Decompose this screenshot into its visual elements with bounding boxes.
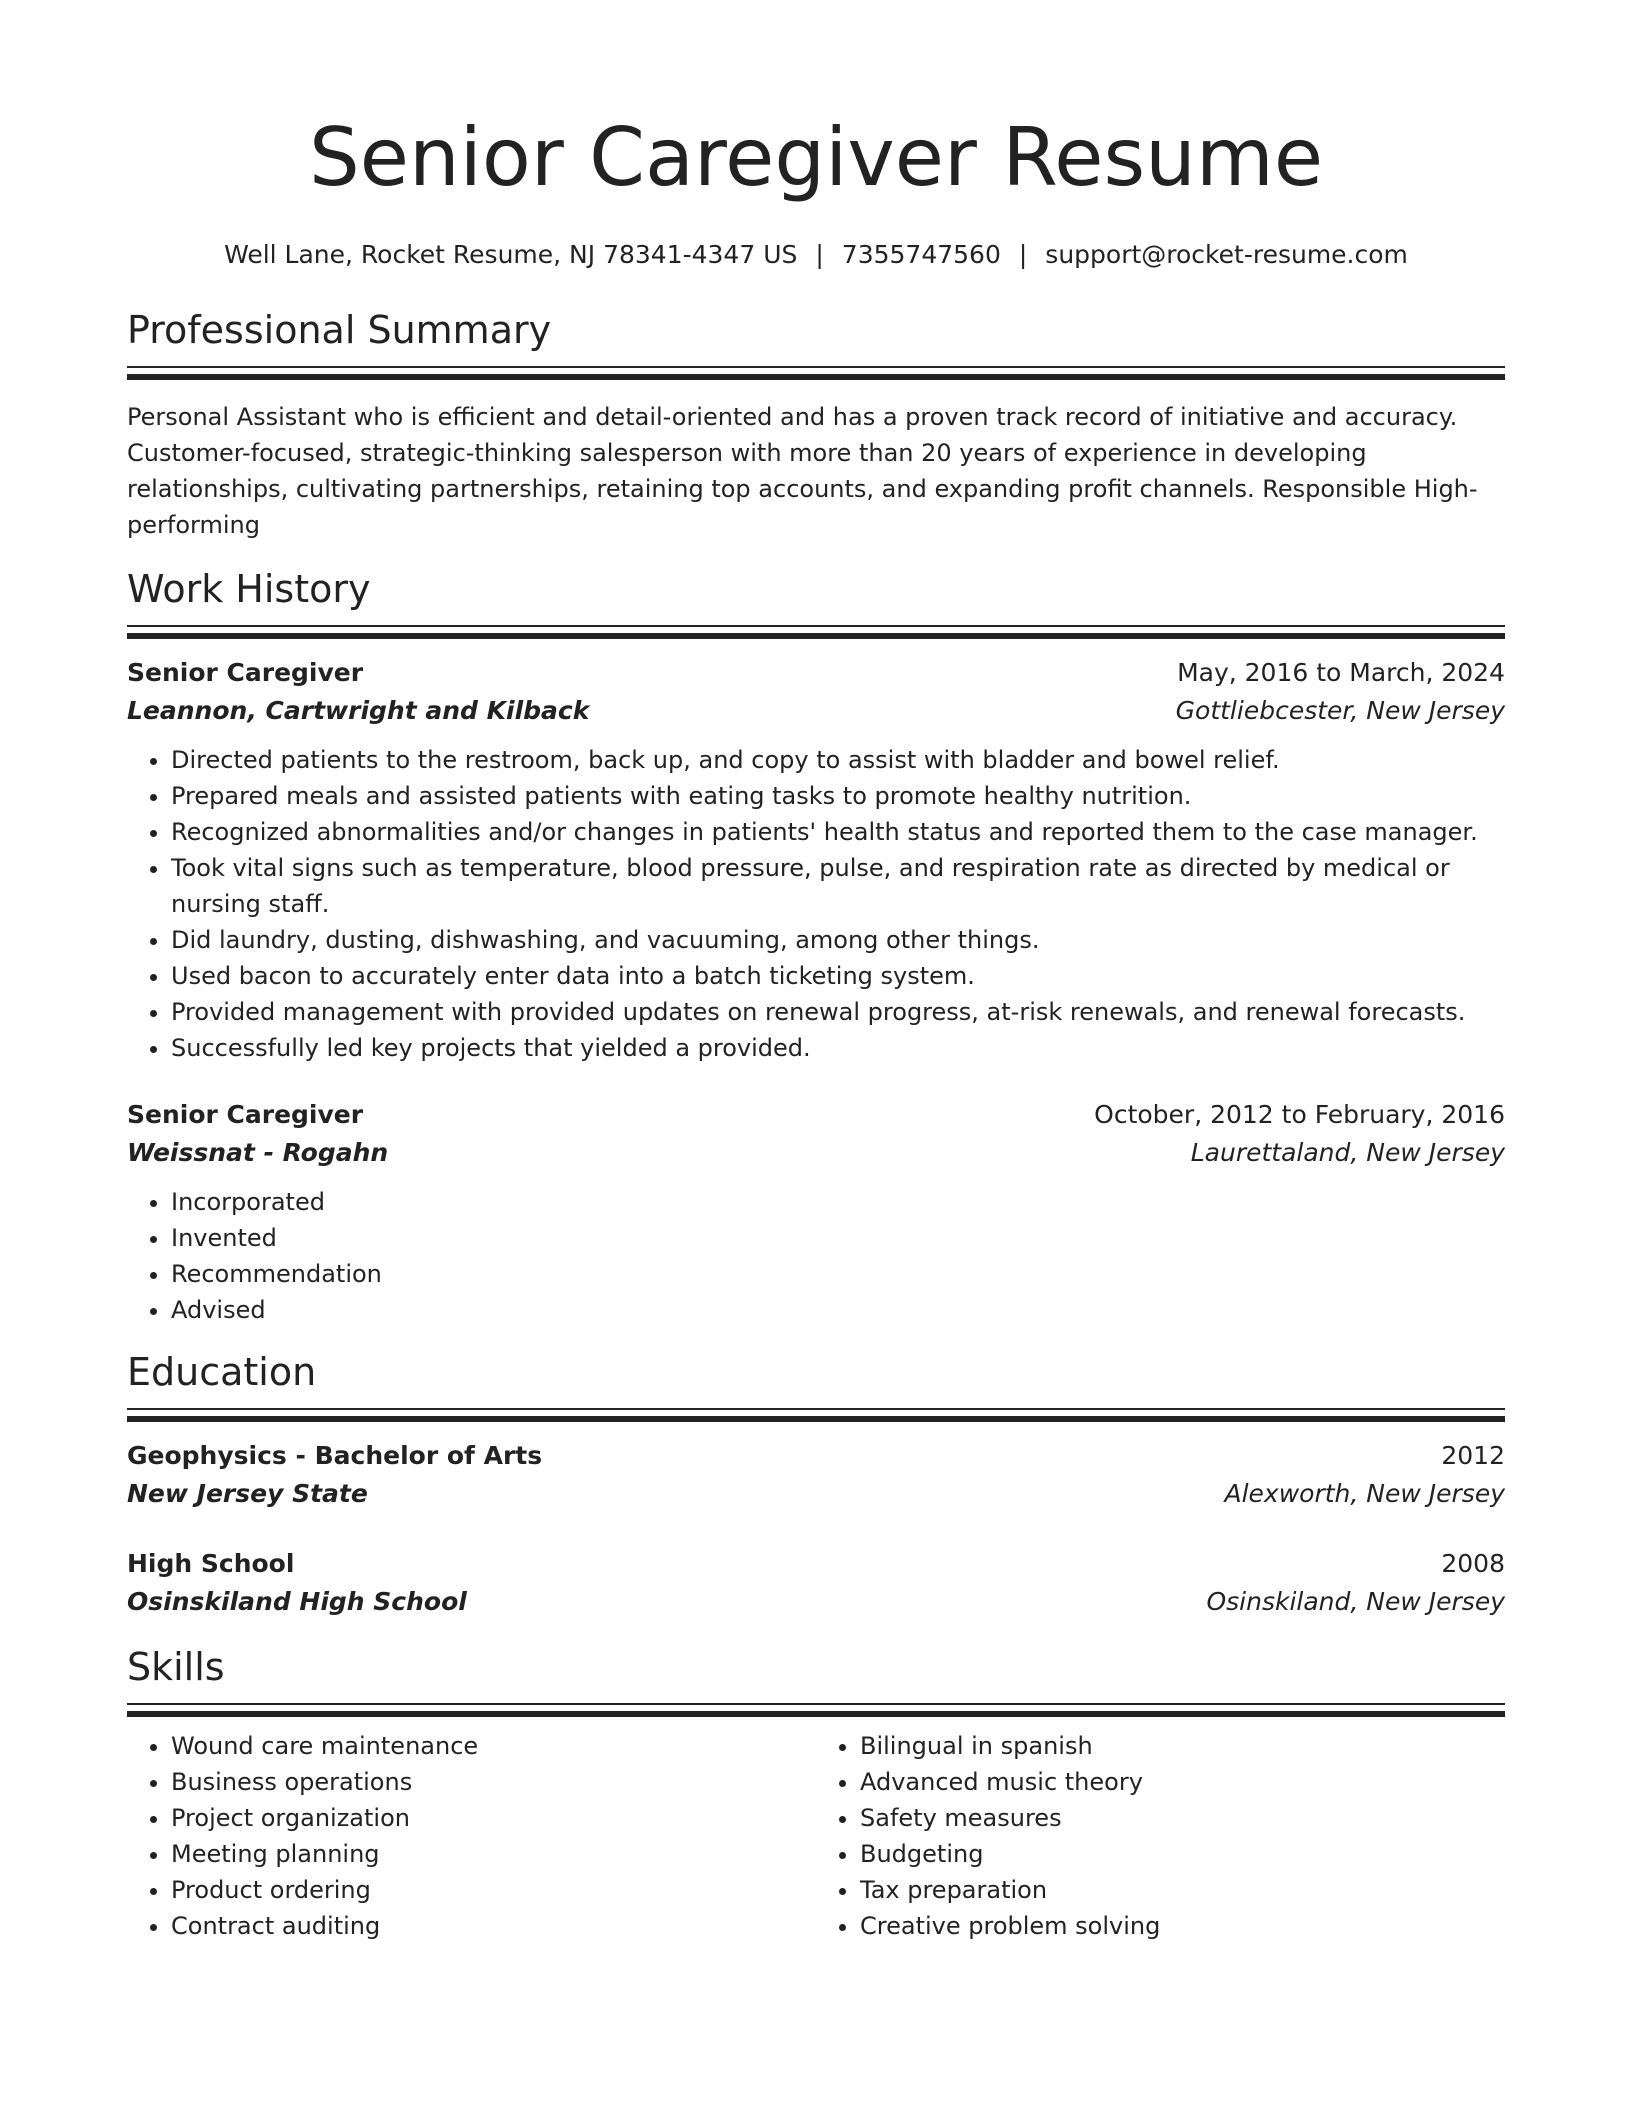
list-item: • Business operations [171,1764,816,1800]
education-entry [127,1545,1505,1621]
education-section [127,1350,1505,1621]
skills-heading: Skills [127,1645,225,1689]
work-heading: Work History [127,567,371,611]
list-item: • Used bacon to accurately enter data into a batch ticketing system. [171,958,1505,994]
job-location: Laurettaland, New Jersey [1190,1138,1505,1167]
contact-address: Well Lane, Rocket Resume, NJ 78341-4347 US [224,240,798,269]
list-item: • Budgeting [860,1836,1505,1872]
education-school-row [127,1475,1505,1513]
resume-title: Senior Caregiver Resume [308,111,1324,204]
list-item: • Recognized abnormalities and/or changes in patients' health status and reported them to the case manager. [171,814,1505,850]
list-item: • Product ordering [171,1872,816,1908]
job-entry [127,654,1505,1066]
education-entry [127,1437,1505,1513]
list-item: • Bilingual in spanish [860,1728,1505,1764]
list-item: • Meeting planning [171,1836,816,1872]
education-year: 2012 [1441,1441,1505,1470]
job-duties-list [127,742,1505,1066]
job-title: Senior Caregiver [127,658,364,687]
list-item: • Safety measures [860,1800,1505,1836]
job-header-row [127,1096,1505,1134]
list-item: • Contract auditing [171,1908,816,1944]
job-location: Gottliebcester, New Jersey [1175,696,1505,725]
list-item: • Took vital signs such as temperature, blood pressure, pulse, and respiration rate as directed by medical or nursing staff. [171,850,1505,922]
list-item: • Advanced music theory [860,1764,1505,1800]
list-item: • Wound care maintenance [171,1728,816,1764]
skills-section [127,1645,1505,1944]
list-item: • Project organization [171,1800,816,1836]
job-duties-list [127,1184,1505,1328]
section-divider [127,1408,1505,1419]
summary-heading: Professional Summary [127,308,552,352]
job-dates: May, 2016 to March, 2024 [1177,658,1505,687]
job-company: Weissnat - Rogahn [127,1138,389,1167]
list-item: • Successfully led key projects that yielded a provided. [171,1030,1505,1066]
education-school: New Jersey State [127,1479,368,1508]
list-item: • Invented [171,1220,1505,1256]
education-location: Osinskiland, New Jersey [1206,1587,1505,1616]
job-company-row [127,692,1505,730]
list-item: • Creative problem solving [860,1908,1505,1944]
job-company-row [127,1134,1505,1172]
list-item: • Advised [171,1292,1505,1328]
skills-grid [127,1728,1505,1944]
education-location: Alexworth, New Jersey [1224,1479,1505,1508]
education-heading: Education [127,1350,317,1394]
summary-text: Personal Assistant who is efficient and detail-oriented and has a proven track record of initiative and accuracy. Customer-focused, strategic-thinking salesperson with more than 20 years of experience in developing relationships, cultivating partnerships, retaining top accounts, and expanding profit channels. Responsible High-performing [127,403,1478,539]
education-header-row [127,1545,1505,1583]
section-divider [127,625,1505,636]
job-header-row [127,654,1505,692]
education-school: Osinskiland High School [127,1587,467,1616]
job-entry [127,1096,1505,1328]
section-divider [127,1703,1505,1714]
list-item: • Directed patients to the restroom, back up, and copy to assist with bladder and bowel relief. [171,742,1505,778]
contact-separator: | [815,240,824,269]
contact-email: support@rocket-resume.com [1045,240,1408,269]
skills-list-right [816,1728,1505,1944]
list-item: • Provided management with provided updates on renewal progress, at-risk renewals, and renewal forecasts. [171,994,1505,1030]
summary-section [127,308,1505,543]
job-company: Leannon, Cartwright and Kilback [127,696,590,725]
list-item: • Incorporated [171,1184,1505,1220]
contact-line [127,240,1505,270]
list-item: • Prepared meals and assisted patients with eating tasks to promote healthy nutrition. [171,778,1505,814]
education-school-row [127,1583,1505,1621]
job-title: Senior Caregiver [127,1100,364,1129]
skills-list-left [127,1728,816,1944]
contact-phone: 7355747560 [841,240,1001,269]
education-degree: Geophysics - Bachelor of Arts [127,1441,543,1470]
list-item: • Recommendation [171,1256,1505,1292]
section-divider [127,366,1505,377]
education-header-row [127,1437,1505,1475]
list-item: • Did laundry, dusting, dishwashing, and vacuuming, among other things. [171,922,1505,958]
education-degree: High School [127,1549,295,1578]
job-dates: October, 2012 to February, 2016 [1094,1100,1505,1129]
education-year: 2008 [1441,1549,1505,1578]
work-section [127,567,1505,1328]
contact-separator: | [1018,240,1028,269]
list-item: • Tax preparation [860,1872,1505,1908]
